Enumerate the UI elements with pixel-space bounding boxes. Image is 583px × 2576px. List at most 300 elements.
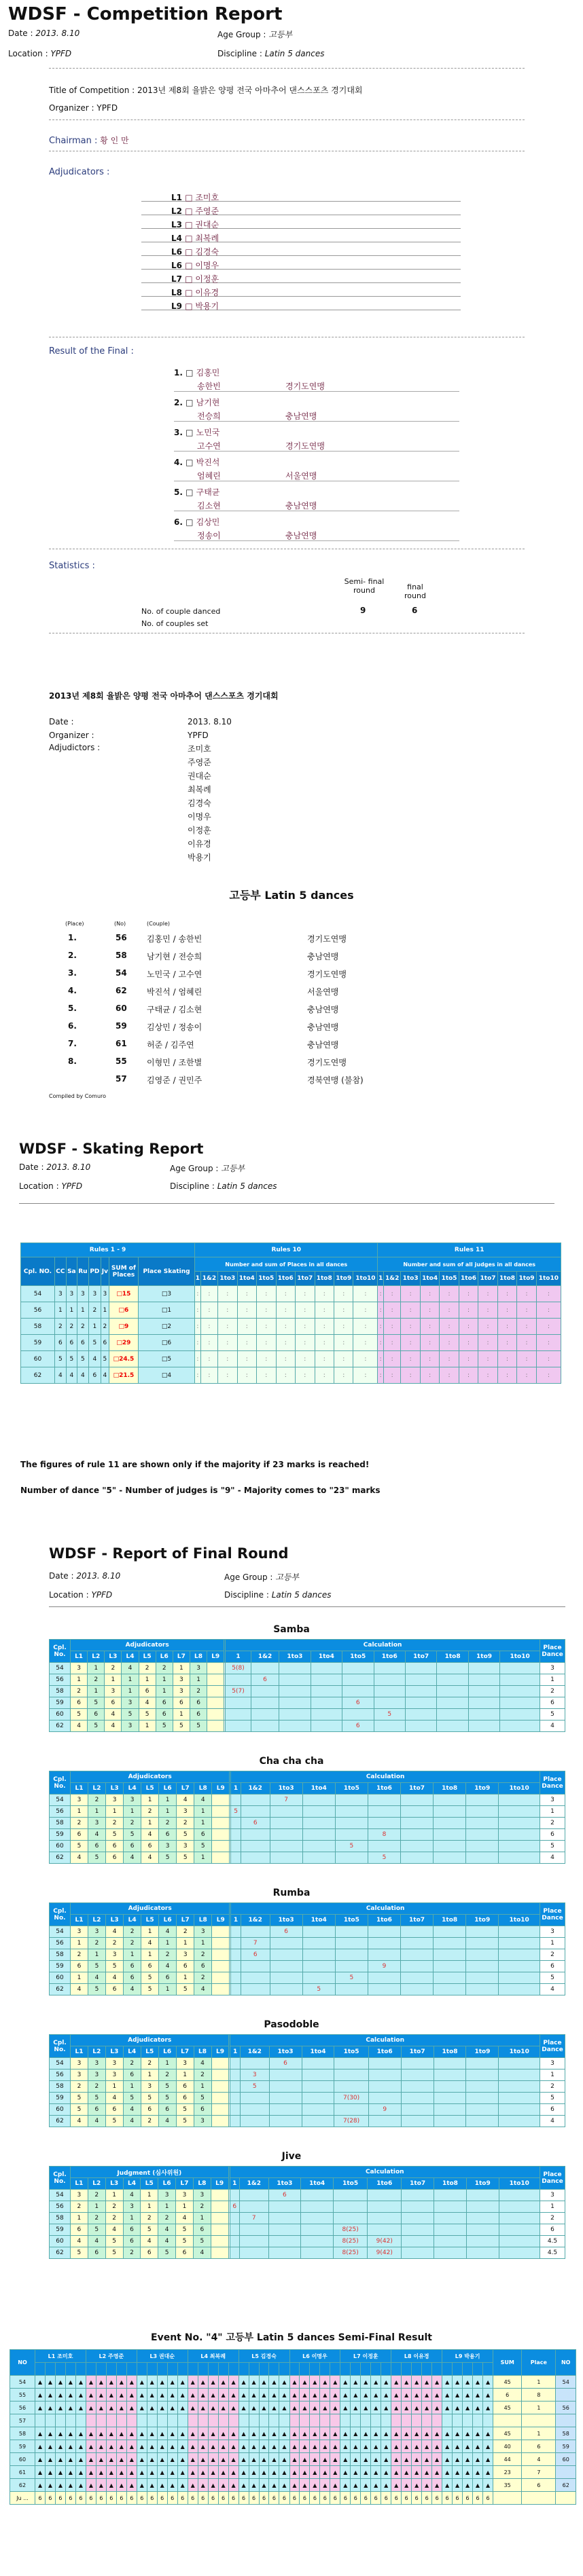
semi-dance-header [35,2363,46,2376]
judge-mark: 6 [194,1961,212,1972]
semi-mark: ▲ [463,2376,473,2389]
semi-dance-header [351,2363,361,2376]
semi-mark: ▲ [86,2453,96,2466]
rule10-cell: : [296,1335,315,1351]
semi-mark: ▲ [238,2440,249,2453]
final-leader: 박진석 [196,458,220,467]
judge-mark: 2 [88,2213,105,2224]
judge-mark [212,1961,230,1972]
semi-mark [167,2414,177,2427]
judge-mark: 5 [124,1829,141,1841]
semi-mark: ▲ [422,2389,432,2402]
col-place: Place Dance [540,1903,565,1926]
col-place: Place Dance [540,1771,565,1795]
judge-mark: 3 [88,2069,105,2081]
semi-mark: ▲ [35,2402,46,2414]
semi-couple-number: 54 [10,2376,35,2389]
summary-couple: 이형민 / 조한별 [147,1058,202,1067]
judge-header: L5 [141,2046,158,2058]
calc-cell [401,1938,434,1949]
judge-mark: 1 [139,1721,156,1732]
calc-header: 1to10 [499,1915,540,1926]
dance-table [49,1902,565,1995]
semi-footer-blank [522,2492,556,2505]
final-partner: 정송이 [197,531,221,540]
judge-mark: 6 [190,1697,207,1709]
judge-header: L7 [173,1651,190,1663]
semi-mark [381,2414,391,2427]
calc-cell [226,1721,251,1732]
semi-footer-value: 6 [300,2492,310,2505]
judge-mark: 2 [105,2213,123,2224]
semi-mark: ▲ [106,2440,116,2453]
semi-mark: ▲ [249,2479,259,2492]
judge-mark: 1 [177,1972,194,1984]
calc-cell [334,2069,368,2081]
semi-mark: ▲ [116,2402,126,2414]
semi-mark: ▲ [147,2479,157,2492]
judge-mark: 5 [88,2224,105,2236]
calc-cell [402,2201,434,2213]
calc-cell [231,1961,241,1972]
semi-mark: ▲ [198,2427,208,2440]
judge-mark [211,2213,228,2224]
semi-mark: ▲ [391,2453,402,2466]
semi-mark: ▲ [46,2479,56,2492]
semi-mark: ▲ [106,2402,116,2414]
summary-club: 충남연맹 [307,952,339,961]
semi-mark: ▲ [453,2376,463,2389]
semi-mark [137,2414,147,2427]
judge-mark: 3 [194,2116,211,2127]
dance-place: 6 [540,2104,565,2116]
calc-cell [342,1674,374,1686]
judge-mark [211,2081,229,2093]
semi-footer-value: 6 [188,2492,198,2505]
judge-mark [207,1686,224,1697]
dance-row [50,1818,565,1829]
summary-club: 서울연맹 [307,987,339,997]
semi-mark: ▲ [279,2479,289,2492]
calc-cell [226,1674,251,1686]
col-header: Cpl. NO. [21,1257,55,1286]
semi-mark: ▲ [432,2389,442,2402]
semi-mark: ▲ [65,2389,75,2402]
summary-place: 7. [68,1039,77,1048]
judge-mark: 3 [141,2081,158,2093]
judge-mark: 5 [176,2104,194,2116]
semi-mark: ▲ [381,2389,391,2402]
semi-place: 4 [522,2453,556,2466]
judge-mark: 5 [194,1841,212,1852]
semi-mark: ▲ [340,2453,351,2466]
rules-10-header: Rules 10 [195,1243,378,1257]
semi-mark: ▲ [453,2453,463,2466]
place-skating: □6 [138,1335,194,1351]
judge-mark: 6 [193,2224,211,2236]
dance-name: Pasodoble [264,2019,319,2030]
dance-place: 6 [540,1697,565,1709]
calc-cell [466,2236,499,2247]
col-couple-header: (Couple) [147,921,171,927]
semi-mark: ▲ [228,2466,238,2479]
rule11-cell: : [497,1286,516,1302]
summary-club: 충남연맹 [307,1005,339,1014]
semi-mark: ▲ [86,2389,96,2402]
summary-adjudicator: 이정훈 [188,826,211,835]
semi-mark: ▲ [249,2440,259,2453]
semi-mark: ▲ [453,2440,463,2453]
semi-mark: ▲ [442,2402,453,2414]
semi-mark: ▲ [249,2402,259,2414]
calc-cell [241,1806,270,1818]
calc-cell [437,1721,468,1732]
skating-table [20,1243,561,1384]
calc-cell [279,1697,311,1709]
calc-cell [241,1852,270,1864]
semi-footer-value: 6 [330,2492,340,2505]
calc-cell [368,2069,401,2081]
semi-mark: ▲ [208,2466,218,2479]
calc-cell [342,1709,374,1721]
judge-mark: 3 [71,1795,88,1806]
semi-mark: ▲ [86,2427,96,2440]
dance-place: 4 [540,1852,565,1864]
adjudicator-row [171,300,219,312]
calc-cell: 9(42) [368,2236,402,2247]
rule11-cell: : [497,1351,516,1367]
judge-mark: 2 [124,1926,141,1938]
calc-cell [279,1721,311,1732]
judge-header: L7 [176,2178,194,2190]
semi-mark [279,2414,289,2427]
semi-mark [269,2414,279,2427]
semi-mark: ▲ [391,2427,402,2440]
semi-couple-number: 55 [10,2389,35,2402]
calc-cell [466,2069,499,2081]
calc-cell [434,2236,467,2247]
semi-mark: ▲ [157,2479,167,2492]
judge-header: L6 [159,1915,177,1926]
dance-place: 2 [54,1319,66,1335]
calc-header: 1to3 [270,1783,302,1795]
rule11-cell: : [478,1351,497,1367]
calc-cell [335,1795,368,1806]
semi-place: 6 [522,2479,556,2492]
semi-mark: ▲ [35,2453,46,2466]
calc-header: 1to4 [311,1651,342,1663]
rule10-cell: : [276,1335,295,1351]
semi-mark [188,2414,198,2427]
judge-mark: 4 [141,2236,158,2247]
semi-dance-header [310,2363,320,2376]
judge-mark: 3 [105,2069,123,2081]
judge-mark: 2 [88,1795,106,1806]
calc-cell [231,1841,241,1852]
calc-cell [368,2201,402,2213]
adjudicator-code: L9 [171,301,186,311]
semi-mark: ▲ [402,2453,412,2466]
semi-mark: ▲ [228,2376,238,2389]
semi-footer-value: 6 [208,2492,218,2505]
judge-mark: 6 [88,1841,106,1852]
rules-1-9-header: Rules 1 - 9 [21,1243,195,1257]
calc-cell [499,2058,540,2069]
semi-mark: ▲ [442,2453,453,2466]
semi-dance-header [320,2363,330,2376]
rule10-cell: : [315,1351,334,1367]
couple-number: 56 [50,1938,71,1949]
semi-qualified: 60 [556,2453,576,2466]
semi-mark: ▲ [300,2389,310,2402]
calc-cell [270,1961,302,1972]
judge-mark: 4 [193,2247,211,2259]
calc-cell [468,1674,499,1686]
rule11-cell: : [517,1302,536,1319]
adjudicator-name: □ 이명우 [185,261,219,270]
semi-place: 6 [522,2440,556,2453]
summary-couple: 구태균 / 김소현 [147,1005,202,1014]
judge-header: L9 [211,2178,228,2190]
semi-mark: ▲ [167,2479,177,2492]
calc-header: 1to10 [500,1651,540,1663]
calc-cell [499,1818,540,1829]
rule10-cell: : [237,1351,256,1367]
calc-cell [434,2093,466,2104]
semi-mark: ▲ [300,2453,310,2466]
summary-couple: 박진석 / 엄혜린 [147,987,202,997]
calc-cell [270,1818,302,1829]
calc-cell [368,1818,400,1829]
semi-mark: ▲ [310,2427,320,2440]
rule11-cell: : [517,1286,536,1302]
semi-footer-value: 6 [198,2492,208,2505]
calc-header: 1to4 [302,1783,335,1795]
semi-mark: ▲ [320,2453,330,2466]
judge-header: L5 [141,1915,159,1926]
final-partner: 고수연 [197,441,221,451]
calc-header: 1to9 [466,1915,499,1926]
judge-header: L1 [71,2178,88,2190]
semi-mark: ▲ [351,2453,361,2466]
judge-mark: 4 [123,2190,141,2201]
semi-mark: ▲ [310,2440,320,2453]
judge-mark: 4 [158,2224,176,2236]
dance-row [50,1806,565,1818]
semi-mark: ▲ [463,2453,473,2466]
semi-mark: ▲ [96,2402,106,2414]
place-skating: □2 [138,1319,194,1335]
rule11-cell: : [536,1302,561,1319]
semi-mark [75,2414,86,2427]
couple-number: 58 [50,1949,71,1961]
semi-row [10,2414,576,2427]
semi-mark [228,2414,238,2427]
judge-mark: 6 [194,2104,211,2116]
semi-mark [412,2414,422,2427]
judge-header: L9 [207,1651,224,1663]
semi-mark: ▲ [116,2453,126,2466]
organizer: Organizer : YPFD [49,103,118,113]
couple-number: 59 [50,2093,71,2104]
col-header: SUM of Places [109,1257,138,1286]
semi-mark: ▲ [442,2389,453,2402]
semi-dance-header [137,2363,147,2376]
col-adjudicators: Adjudicators [71,1640,224,1651]
dance-place: 2 [540,1686,565,1697]
semi-mark: ▲ [147,2427,157,2440]
judge-mark [212,1806,230,1818]
calc-header: 1to6 [368,2046,401,2058]
semi-footer-value: 6 [320,2492,330,2505]
semi-mark: ▲ [361,2453,371,2466]
couple-number: 62 [50,1721,71,1732]
semi-mark [35,2414,46,2427]
semi-mark: ▲ [453,2479,463,2492]
rule10-cell: : [276,1351,295,1367]
judge-header: L1 [71,1651,88,1663]
sum-of-places: □6 [109,1302,138,1319]
judge-mark: 2 [105,1663,122,1674]
semi-mark: ▲ [157,2453,167,2466]
couple-number: 54 [50,2190,71,2201]
sum-of-places: □9 [109,1319,138,1335]
dance-row [50,2081,565,2093]
semi-place-header: Place [522,2350,556,2376]
judge-mark: 1 [105,1674,122,1686]
semi-mark: ▲ [65,2479,75,2492]
semi-mark: ▲ [310,2479,320,2492]
judge-mark: 5 [141,2093,158,2104]
judge-mark: 2 [190,1686,207,1697]
judge-mark: 6 [139,1686,156,1697]
semi-sum: 40 [493,2440,522,2453]
semi-mark: ▲ [147,2453,157,2466]
rule10-cell: : [257,1367,276,1384]
semi-mark: ▲ [279,2389,289,2402]
semi-mark [371,2414,381,2427]
age-value: 고등부 [268,30,293,39]
calc-cell [401,1984,434,1995]
semi-mark: ▲ [86,2479,96,2492]
calc-cell [368,2224,402,2236]
judge-mark: 1 [176,2069,194,2081]
semi-mark: ▲ [137,2479,147,2492]
semi-mark: ▲ [35,2427,46,2440]
dance-place: 4 [88,1351,101,1367]
judge-mark: 6 [156,1709,173,1721]
judge-mark: 5 [88,1721,105,1732]
summary-couple: 김홍민 / 송한빈 [147,934,202,944]
judge-mark: 2 [177,1818,194,1829]
rule11-cell: : [517,1335,536,1351]
judge-mark [212,1818,230,1829]
judge-mark [207,1663,224,1674]
rule11-cell: : [401,1319,420,1335]
final-club: 충남연맹 [285,531,317,540]
dance-row [50,2069,565,2081]
semi-mark [249,2414,259,2427]
semi-mark: ▲ [116,2479,126,2492]
calc-cell [434,2213,467,2224]
semi-mark: ▲ [167,2402,177,2414]
calc-cell [374,1686,405,1697]
calc-header: 1 [231,1783,241,1795]
calc-header: 1to5 [334,2046,368,2058]
judge-mark [211,2224,228,2236]
judge-header: L2 [88,1651,105,1663]
judge-mark: 4 [124,1984,141,1995]
dance-place: 3 [540,1663,565,1674]
judge-mark: 1 [158,2201,176,2213]
semi-mark: ▲ [75,2440,86,2453]
semi-dance-header [218,2363,228,2376]
dance-place: 1 [540,1674,565,1686]
location-label: Location : [8,49,48,58]
calc-cell: 5 [335,1972,368,1984]
adjudicator-name: □ 이정훈 [185,274,219,284]
calc-cell [434,1984,466,1995]
judge-mark: 1 [88,1686,105,1697]
couple-number: 58 [21,1319,55,1335]
calc-cell [466,1829,499,1841]
semi-mark: ▲ [432,2427,442,2440]
semi-mark: ▲ [55,2440,65,2453]
rule11-cell: : [440,1351,459,1367]
calc-header: 1to7 [401,2046,434,2058]
couple-number: 60 [50,1841,71,1852]
semi-mark [351,2414,361,2427]
couple-number: 56 [50,1674,71,1686]
judge-mark: 4 [71,1721,88,1732]
judge-mark: 6 [156,1697,173,1709]
calc-cell [240,2224,269,2236]
judge-mark: 5 [158,2247,176,2259]
calc-cell [311,1686,342,1697]
couple-number: 56 [50,2069,71,2081]
semi-mark: ▲ [279,2453,289,2466]
semi-mark: ▲ [412,2389,422,2402]
calc-header: 1to7 [401,1915,434,1926]
place-col-header: 1to10 [536,1272,561,1286]
semi-mark: ▲ [126,2427,137,2440]
semi-mark: ▲ [75,2453,86,2466]
couple-number: 59 [21,1335,55,1351]
calc-header: 1to7 [401,1783,434,1795]
place-col-header: 1to5 [440,1272,459,1286]
semi-mark: ▲ [463,2402,473,2414]
semi-mark [157,2414,167,2427]
calc-cell [466,1949,499,1961]
dance-place: 1 [540,1938,565,1949]
calc-cell [368,2058,401,2069]
semi-judge-header: L5 김경숙 [238,2350,289,2363]
calc-cell [499,2081,540,2093]
judge-mark: 5 [176,2236,194,2247]
couple-number: 60 [50,1972,71,1984]
adjudicator-row [171,273,219,284]
judge-mark: 4 [123,2104,141,2116]
semi-dance-header [330,2363,340,2376]
place-col-header: 1to3 [218,1272,237,1286]
calc-cell [466,2213,499,2224]
judge-mark: 1 [88,1806,106,1818]
col-header: PD [88,1257,101,1286]
semi-dance-header [482,2363,493,2376]
judge-mark: 6 [158,2104,176,2116]
rule11-cell: : [517,1367,536,1384]
calc-cell [405,1721,436,1732]
